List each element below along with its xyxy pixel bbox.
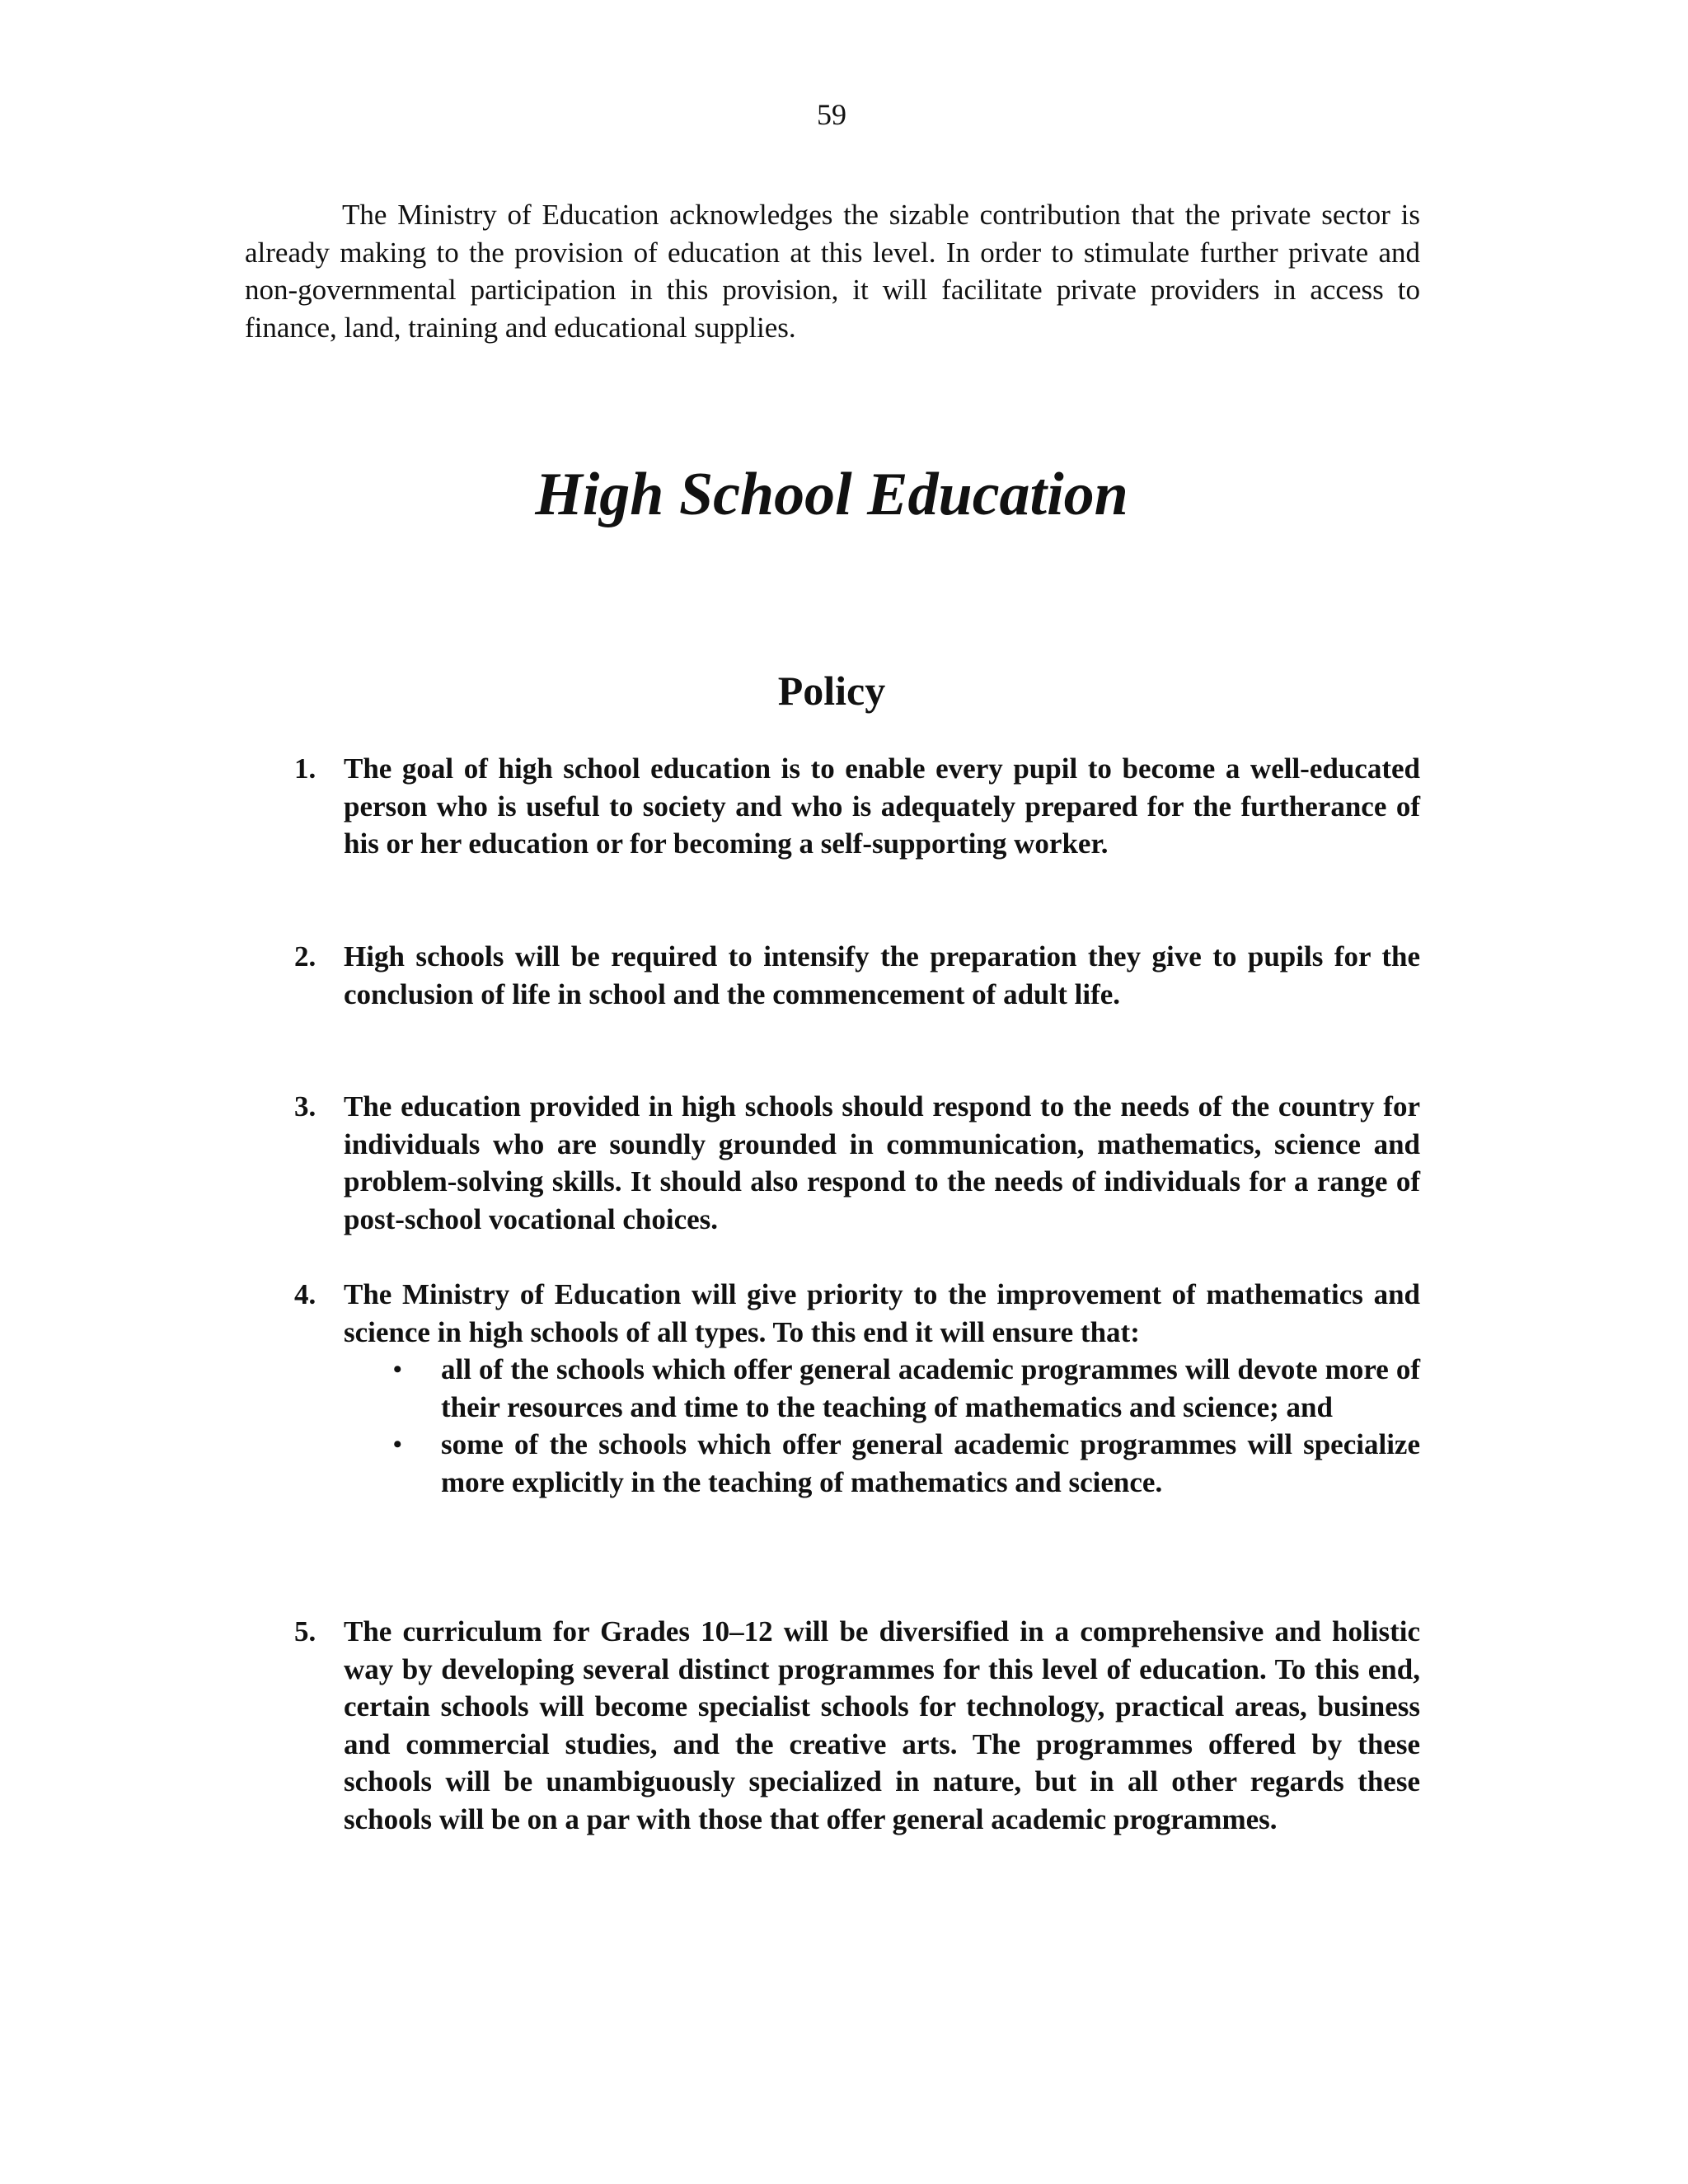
policy-text: The goal of high school education is to enable every pupil to become a well-educated person who is useful to society and who is adequately prepared for the furtherance of his or her education or for becoming a self-supporting worker. bbox=[344, 752, 1420, 860]
policy-number: 5. bbox=[294, 1615, 316, 1647]
policy-text: High schools will be required to intensify the preparation they give to pupils for the conclusion of life in school and the commencement of adult life. bbox=[344, 940, 1420, 1010]
policy-text: The curriculum for Grades 10–12 will be diversified in a comprehensive and holistic way by developing several distinct programmes for this level of education. To this end, certain schools will become specialist schools for technology, practical areas, business and commercial studies, and the creative arts. The programmes offered by these schools will be unambiguously specialized in nature, but in all other regards these schools will be on a par with those that offer general academic programmes. bbox=[344, 1615, 1420, 1835]
page-number: 59 bbox=[817, 98, 846, 131]
bullet-icon: • bbox=[393, 1356, 402, 1383]
bullet-icon: • bbox=[393, 1431, 402, 1458]
bullet-item bbox=[393, 1426, 1420, 1501]
bullet-list bbox=[294, 1351, 1420, 1501]
policy-heading: Policy bbox=[777, 668, 886, 714]
section-title: High School Education bbox=[535, 461, 1128, 528]
bullet-item bbox=[393, 1351, 1420, 1426]
policy-text: The Ministry of Education will give priority to the improvement of mathematics and science in high schools of all types. To this end it will ensure that: bbox=[344, 1278, 1420, 1348]
policy-number: 1. bbox=[294, 752, 316, 785]
policy-item bbox=[294, 938, 1420, 1013]
intro-paragraph: The Ministry of Education acknowledges the sizable contribution that the private sector is already making to the provision of education at this level. In order to stimulate further private and non-governmental participation in this provision, it will facilitate private providers in access to finance, land, training and educational supplies. bbox=[245, 199, 1420, 344]
bullet-text: some of the schools which offer general academic programmes will specialize more explicitly in the teaching of mathematics and science. bbox=[441, 1428, 1420, 1498]
policy-text: The education provided in high schools should respond to the needs of the country for individuals who are soundly grounded in communication, mathematics, science and problem-solving skills. It should also respond to the needs of individuals for a range of post-school vocational choices. bbox=[344, 1090, 1420, 1235]
policy-item bbox=[294, 1613, 1420, 1838]
policy-number: 2. bbox=[294, 940, 316, 972]
bullet-text: all of the schools which offer general academic programmes will devote more of their resources and time to the teaching of mathematics and science; and bbox=[441, 1353, 1420, 1423]
policy-item bbox=[294, 750, 1420, 863]
policy-item bbox=[294, 1276, 1420, 1501]
policy-number: 3. bbox=[294, 1090, 316, 1122]
policy-number: 4. bbox=[294, 1278, 316, 1310]
policy-item bbox=[294, 1088, 1420, 1238]
